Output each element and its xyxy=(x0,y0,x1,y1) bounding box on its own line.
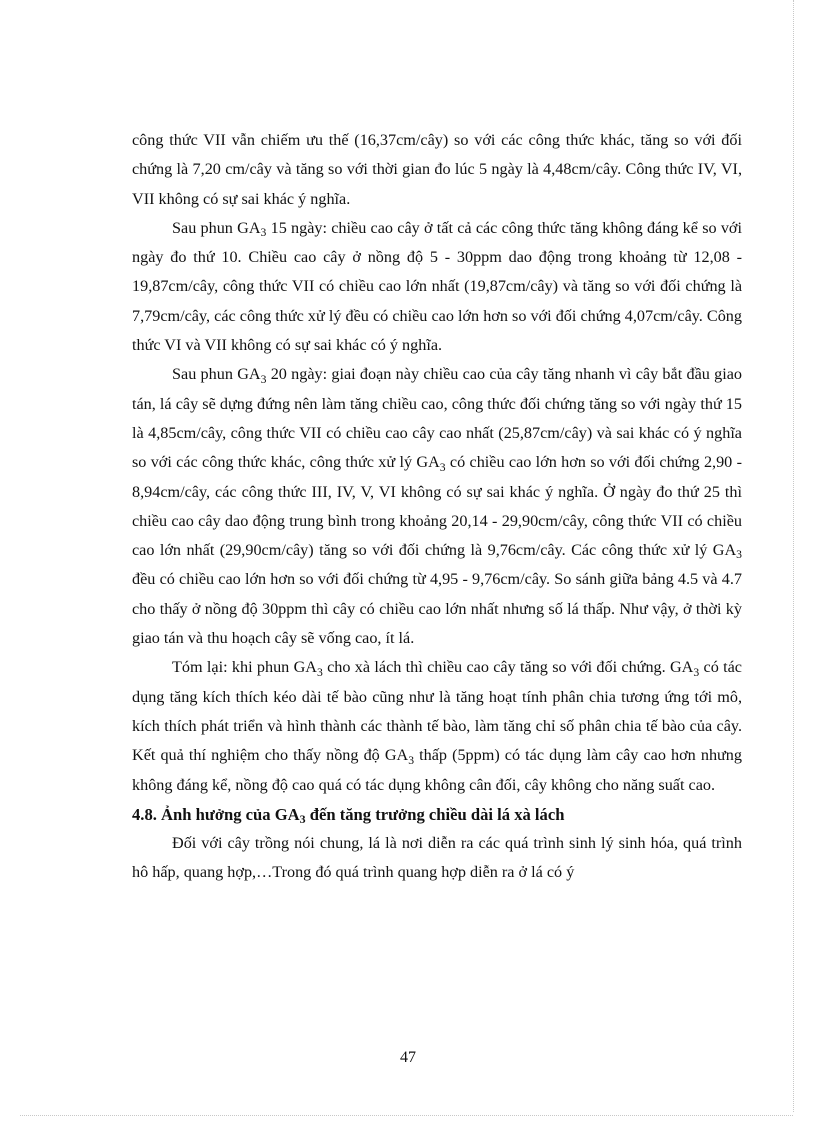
paragraph-3 xyxy=(132,360,742,653)
text-run: cho xà lách thì chiều cao cây tăng so với đối chứng. GA xyxy=(322,658,694,677)
text-run: có chiều cao lớn hơn so với đối chứng 2,90 - 8,94cm/cây, các công thức III, IV, V, VI không có sự sai khác ý nghĩa. Ở ngày đo thứ 25 thì chiều cao cây dao động trung bình trong khoảng 20,14 - 29,90cm/cây, công thức VII có chiều cao lớn nhất (29,90cm/cây) tăng so với đối chứng là 9,76cm/cây. Các công thức xử lý GA xyxy=(132,453,742,560)
text-run: Đối với cây trồng nói chung, lá là nơi diễn ra các quá trình sinh lý sinh hóa, quá trình hô hấp, quang hợp,…Trong đó quá trình quang hợp diễn ra ở lá có ý xyxy=(132,834,742,882)
text-run: 15 ngày: chiều cao cây ở tất cả các công thức tăng không đáng kể so với ngày đo thứ 10. Chiều cao cây ở nồng độ 5 - 30ppm dao động trong khoảng từ 12,08 - 19,87cm/cây, công thức VII có chiều cao lớn nhất (19,87cm/cây) và tăng so với đối chứng là 7,79cm/cây, các công thức xử lý đều có chiều cao lớn hơn so với đối chứng 4,07cm/cây. Công thức VI và VII không có sự sai khác có ý nghĩa. xyxy=(132,218,742,355)
text-run: có tác dụng tăng kích thích kéo dài tế bào cũng như là tăng hoạt tính phân chia tương ứng tới mô, kích thích phát triển và hình thành các thành tế bào, làm tăng chỉ số phân chia tế bào của cây. Kết quả thí nghiệm cho thấy nồng độ GA xyxy=(132,658,742,765)
paragraph-4 xyxy=(132,653,742,799)
text-run: 20 ngày: giai đoạn này chiều cao của cây tăng nhanh vì cây bắt đầu giao tán, lá cây sẽ dựng đứng nên làm tăng chiều cao, công thức đối chứng tăng so với ngày thứ 15 là 4,85cm/cây, công thức VII có chiều cao cây cao nhất (25,87cm/cây) và sai khác có ý nghĩa so với các công thức khác, công thức xử lý GA xyxy=(132,365,742,472)
text-run: Sau phun GA xyxy=(172,218,261,237)
subscript: 3 xyxy=(260,372,267,386)
subscript: 3 xyxy=(299,812,306,827)
page-border-right xyxy=(793,0,795,1112)
page-number: 47 xyxy=(400,1049,416,1066)
text-run: 4.8. Ảnh hưởng của GA xyxy=(132,804,300,824)
text-run: thấp (5ppm) có tác dụng làm cây cao hơn nhưng không đáng kể, nồng độ cao quá có tác dụng không cân đối, cây không cho năng suất cao. xyxy=(132,746,742,794)
subscript: 3 xyxy=(439,460,446,474)
text-run: công thức VII vẫn chiếm ưu thế (16,37cm/cây) so với các công thức khác, tăng so với đối chứng là 7,20 cm/cây và tăng so với thời gian đo lúc 5 ngày là 4,48cm/cây. Công thức IV, VI, VII không có sự sai khác ý nghĩa. xyxy=(132,131,742,208)
subscript: 3 xyxy=(736,548,742,562)
paragraph-5 xyxy=(132,829,742,888)
section-heading xyxy=(132,800,742,829)
text-run: Tóm lại: khi phun GA xyxy=(172,658,317,677)
subscript: 3 xyxy=(408,753,415,767)
subscript: 3 xyxy=(693,665,700,679)
text-run: Sau phun GA xyxy=(172,365,261,384)
subscript: 3 xyxy=(316,665,323,679)
subscript: 3 xyxy=(260,226,267,240)
paragraph-1 xyxy=(132,126,742,214)
text-run: đến tăng trưởng chiều dài lá xà lách xyxy=(305,804,565,824)
text-run: đều có chiều cao lớn hơn so với đối chứng từ 4,95 - 9,76cm/cây. So sánh giữa bảng 4.5 và 4.7 cho thấy ở nồng độ 30ppm thì cây có chiều cao lớn nhất nhưng số lá thấp. Như vậy, ở thời kỳ giao tán và thu hoạch cây sẽ vống cao, ít lá. xyxy=(132,570,742,648)
body-text xyxy=(132,126,742,888)
page-border-bottom xyxy=(20,1115,793,1116)
paragraph-2 xyxy=(132,214,742,360)
